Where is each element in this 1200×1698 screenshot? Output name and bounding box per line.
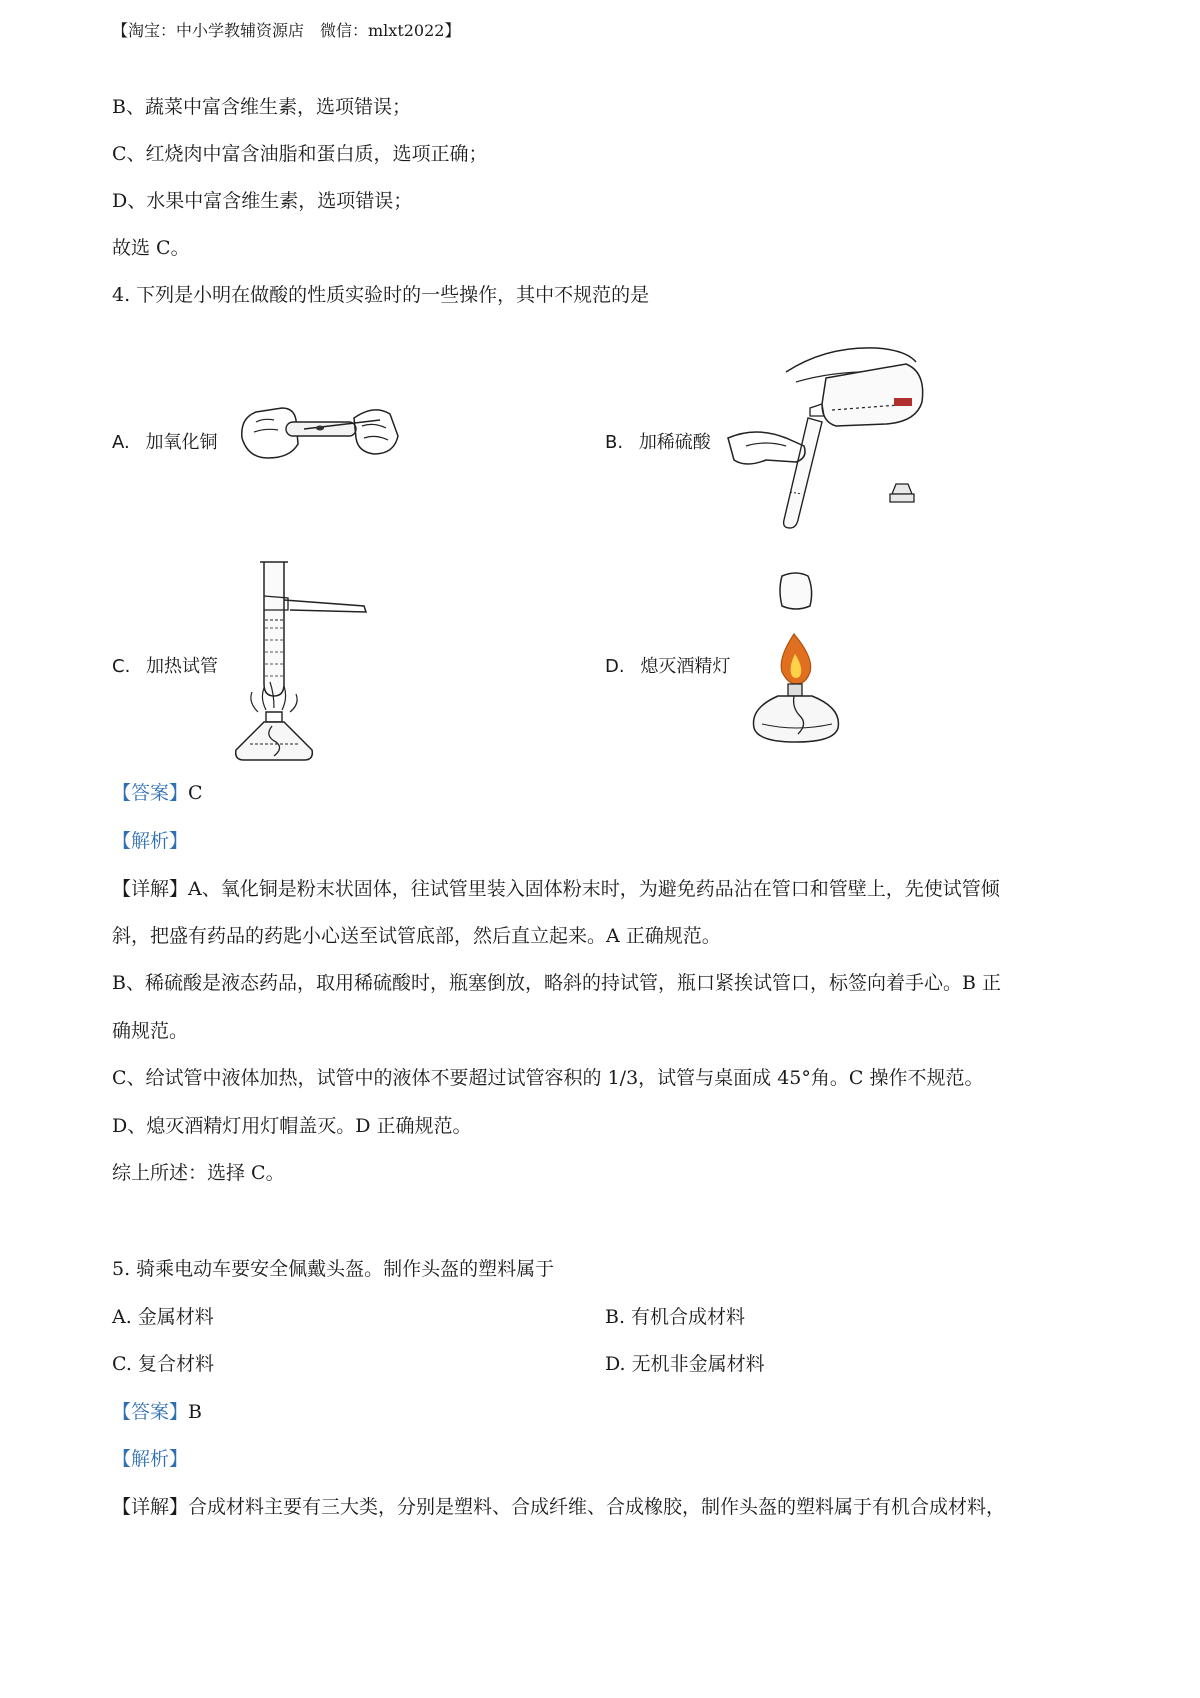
q4-option-c <box>112 652 218 678</box>
q4-detail-text-1: A、氧化铜是粉末状固体，往试管里装入固体粉末时，为避免药品沾在管口和管壁上，先使试管倾 <box>188 878 1000 900</box>
q5-answer-tag: 【答案】 <box>112 1401 189 1423</box>
q5-detail-line <box>112 1494 1005 1520</box>
q4-option-d <box>605 652 730 678</box>
q4-detail-line-6: D、熄灭酒精灯用灯帽盖灭。D 正确规范。 <box>112 1115 472 1137</box>
q5-analysis-tag: 【解析】 <box>112 1448 189 1470</box>
q4-detail-line-2: 斜，把盛有药品的药匙小心送至试管底部，然后直立起来。A 正确规范。 <box>112 925 721 947</box>
alcohol-lamp-cap-icon <box>748 572 844 748</box>
q4-detail-line-1 <box>112 876 1000 902</box>
q3-conclusion: 故选 C。 <box>112 237 190 259</box>
page-header: 【淘宝：中小学教辅资源店 微信：mlxt2022】 <box>112 21 461 40</box>
q5-option-d: D. 无机非金属材料 <box>605 1353 765 1375</box>
q4-option-b-text: 加稀硫酸 <box>638 432 711 453</box>
q4-detail-tag: 【详解】 <box>112 878 189 900</box>
q4-option-d-letter: D. <box>605 656 625 677</box>
heating-test-tube-icon <box>234 560 374 770</box>
q4-option-c-text: 加热试管 <box>146 656 219 677</box>
q4-option-a-text: 加氧化铜 <box>145 432 218 453</box>
q4-analysis-tag: 【解析】 <box>112 830 189 852</box>
q4-option-a <box>112 428 217 454</box>
q4-option-c-letter: C. <box>112 656 131 677</box>
q4-option-b-letter: B. <box>605 432 624 453</box>
pour-liquid-icon <box>726 342 936 530</box>
q4-option-b <box>605 428 711 454</box>
q4-detail-line-5: C、给试管中液体加热，试管中的液体不要超过试管容积的 1/3，试管与桌面成 45°角。C 操作不规范。 <box>112 1067 984 1089</box>
q4-answer-tag: 【答案】 <box>112 782 189 804</box>
q4-detail-line-3: B、稀硫酸是液态药品，取用稀硫酸时，瓶塞倒放，略斜的持试管，瓶口紧挨试管口，标签向着手心。B 正 <box>112 972 1001 994</box>
q4-stem: 4. 下列是小明在做酸的性质实验时的一些操作，其中不规范的是 <box>112 284 650 306</box>
q5-detail-tag: 【详解】 <box>112 1496 189 1518</box>
q3-line-b: B、蔬菜中富含维生素，选项错误； <box>112 96 411 118</box>
q3-line-c: C、红烧肉中富含油脂和蛋白质，选项正确； <box>112 143 488 165</box>
q3-line-d: D、水果中富含维生素，选项错误； <box>112 190 413 212</box>
q4-option-a-letter: A. <box>112 432 130 453</box>
q5-option-b: B. 有机合成材料 <box>605 1306 746 1328</box>
q4-detail-line-4: 确规范。 <box>112 1020 189 1042</box>
q5-stem: 5. 骑乘电动车要安全佩戴头盔。制作头盔的塑料属于 <box>112 1258 555 1280</box>
q5-option-a: A. 金属材料 <box>112 1306 214 1328</box>
q5-answer <box>112 1399 202 1425</box>
q5-detail-text: 合成材料主要有三大类，分别是塑料、合成纤维、合成橡胶，制作头盔的塑料属于有机合成材料， <box>188 1496 1006 1518</box>
q5-option-c: C. 复合材料 <box>112 1353 214 1375</box>
q4-summary: 综上所述：选择 C。 <box>112 1162 285 1184</box>
q4-answer <box>112 780 203 806</box>
q4-option-d-text: 熄灭酒精灯 <box>640 656 731 677</box>
q4-answer-value: C <box>188 782 203 804</box>
test-tube-powder-icon <box>234 398 404 468</box>
q5-answer-value: B <box>188 1401 202 1423</box>
